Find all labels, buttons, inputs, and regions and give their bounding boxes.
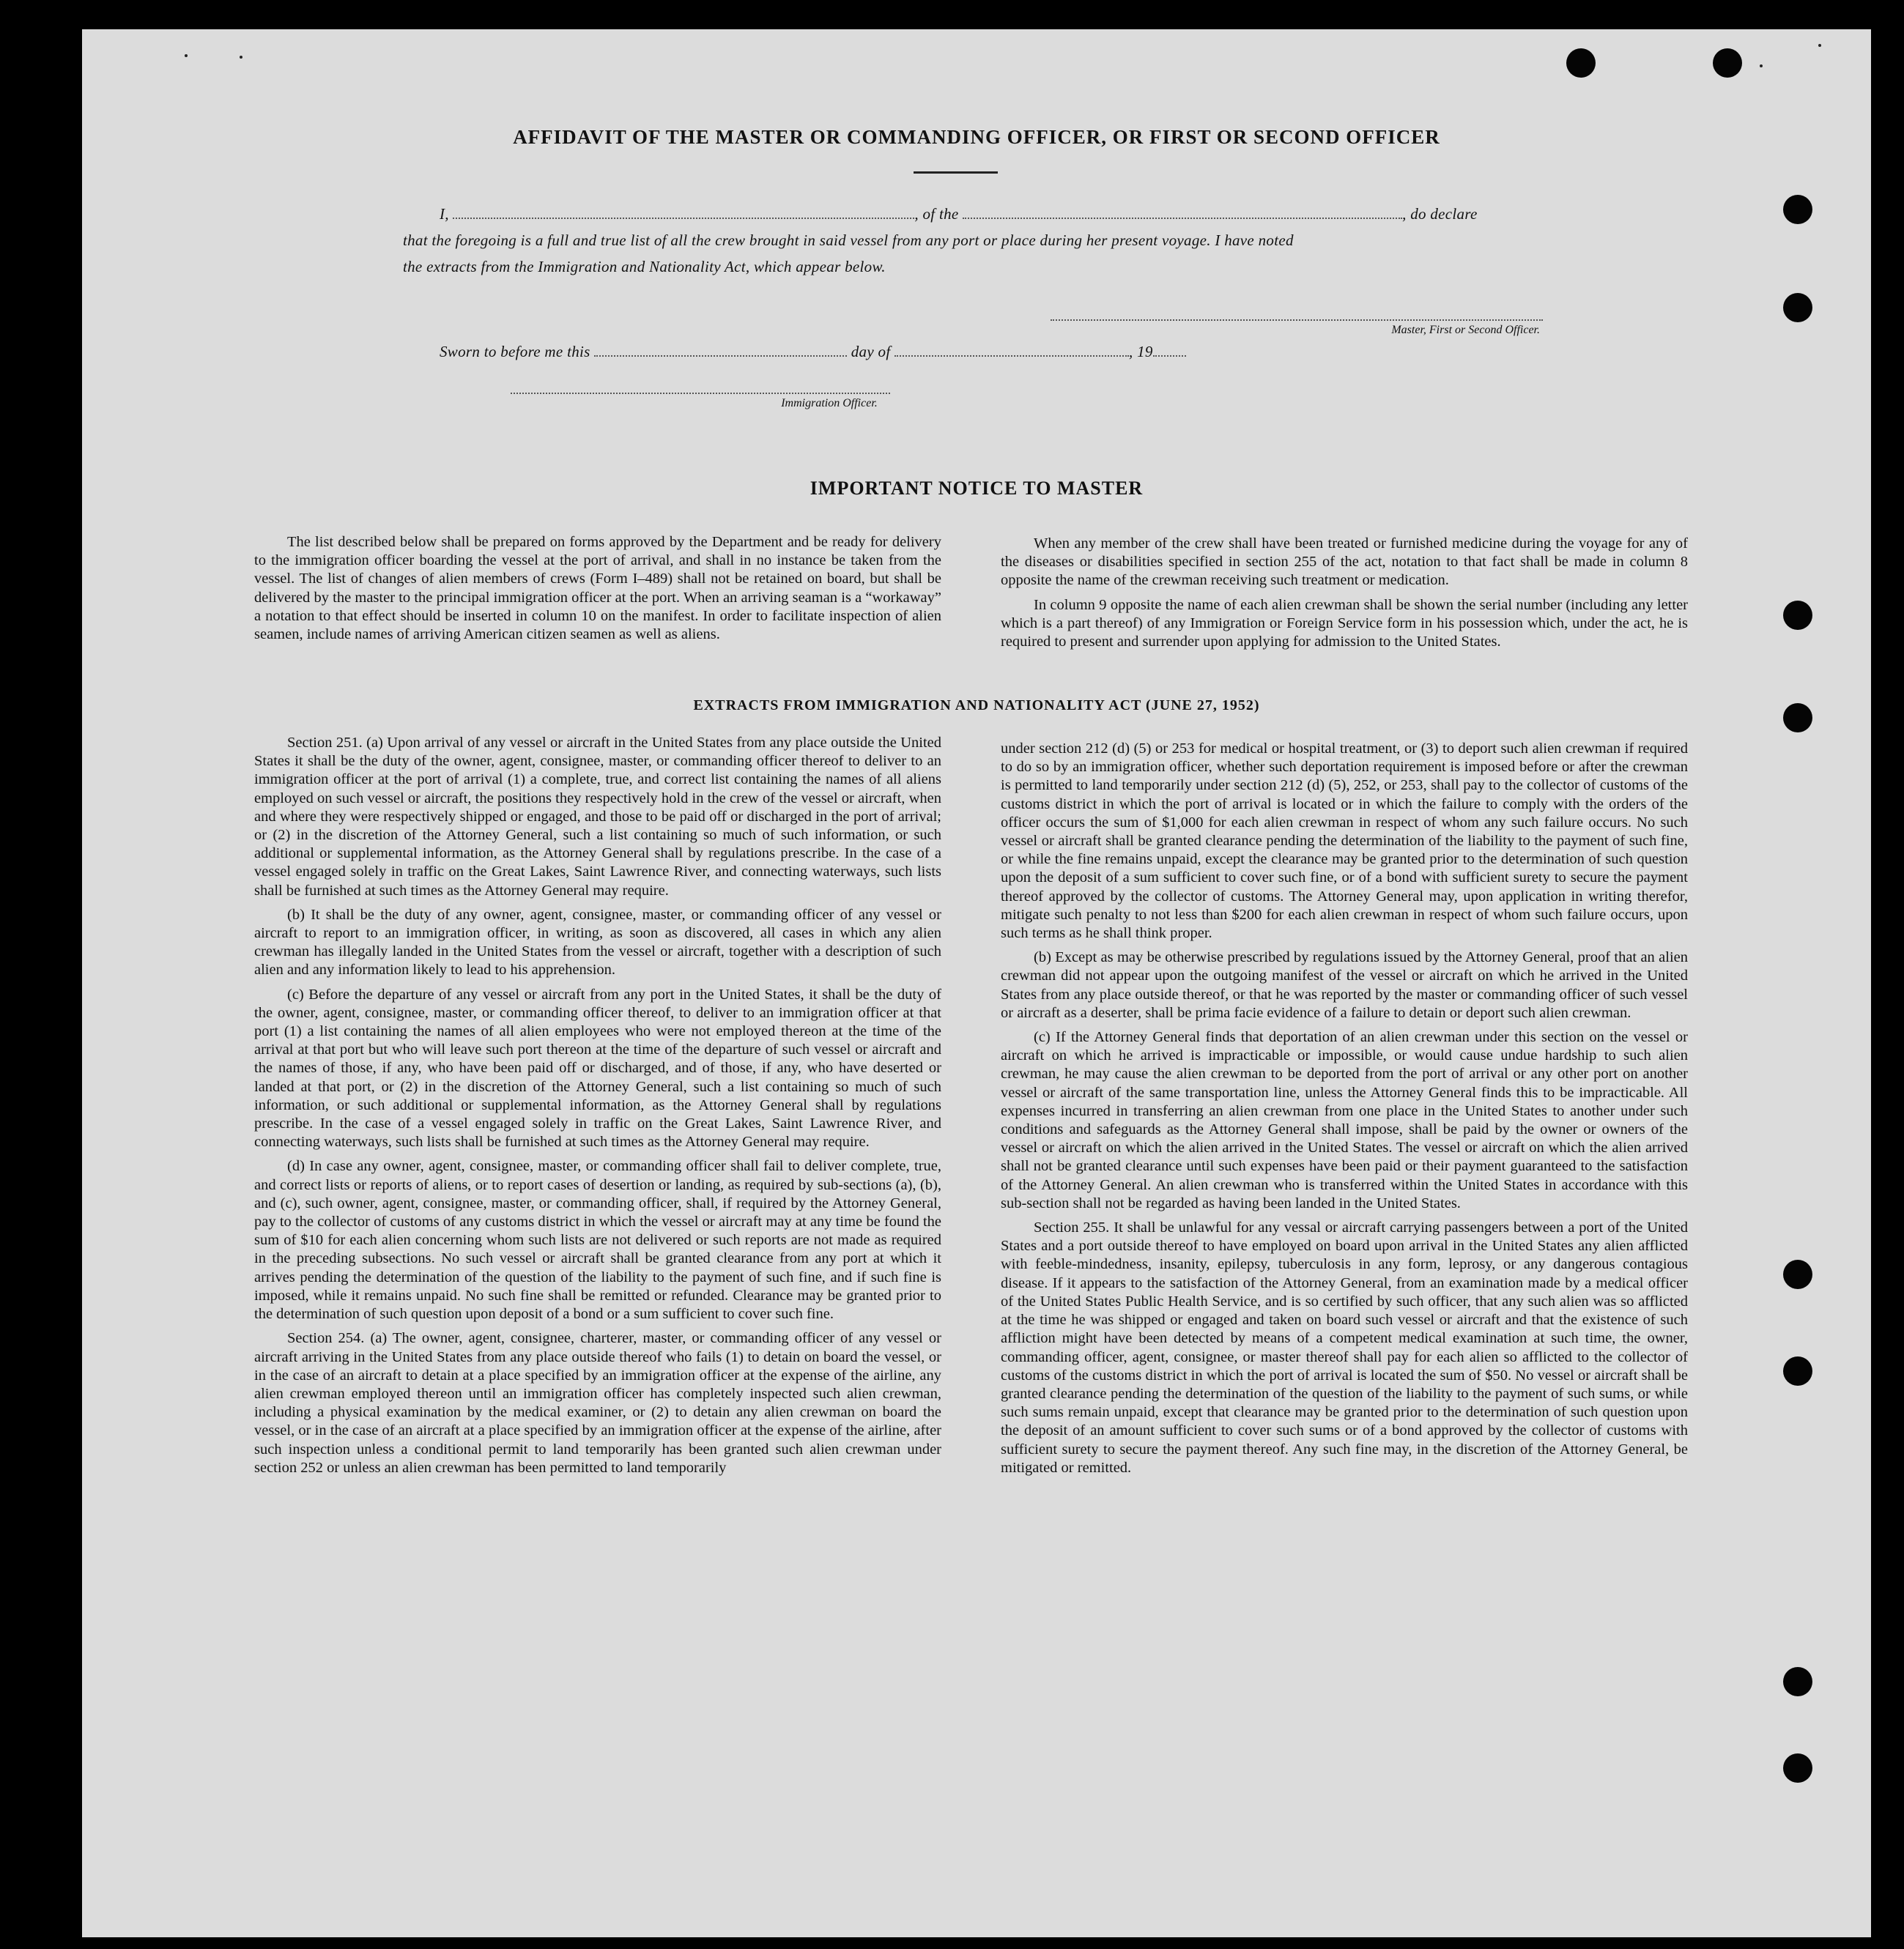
punch-hole <box>1783 1356 1812 1386</box>
extracts-right-column <box>1001 740 1688 1483</box>
notice-paragraph: In column 9 opposite the name of each alien crewman shall be shown the serial number (including any letter which is a part thereof) of any Immigration or Foreign Service form in his possession which, under the act, he is required to present and surrender upon applying for admission to the United States. <box>1001 596 1688 650</box>
sworn-year: , 19 <box>1129 343 1153 360</box>
act-paragraph: (c) Before the departure of any vessel or aircraft from any port in the United States, it shall be the duty of the owner, agent, consignee, master, or commanding officer thereof, to deliver to an immigration officer at that port (1) a list containing the names of all alien employees who were not employed thereon at the time of the arrival at that port but who will leave such port thereon at the time of the departure of such vessel or aircraft and the names of those, if any, who have been paid off or discharged, and of those, if any, who have deserted or landed at that port, or (2) in the discretion of the Attorney General, such a list containing so much of such information, or such additional or supplemental information, as the Attorney General shall by regulations prescribe. In the case of a vessel engaged solely in traffic on the Great Lakes, Saint Lawrence River, and connecting waterways, such lists shall be furnished at such times as the Attorney General may require. <box>254 986 941 1151</box>
notice-left-column <box>254 533 941 650</box>
punch-hole <box>1783 601 1812 630</box>
punch-hole <box>1713 48 1742 78</box>
notice-title: IMPORTANT NOTICE TO MASTER <box>810 478 1144 499</box>
sworn-line <box>440 343 1186 361</box>
punch-hole <box>1783 195 1812 224</box>
act-paragraph: under section 212 (d) (5) or 253 for medical or hospital treatment, or (3) to deport such alien crewman if required to do so by an immigration officer, whether such deportation requirement is imposed before or after the crewman is permitted to land temporarily under section 212 (d) (5), 252, or 253, shall pay to the collector of customs of the customs district in which the port of arrival is located or in which the failure to comply with the orders of the officer occurs the sum of $1,000 for each alien crewman in respect of whom any such failure occurs. No such vessel or aircraft shall be granted clearance pending the determination of the liability to the payment of such fine, or while the fine remains unpaid, except the clearance may be granted prior to the determination of such question upon the deposit of a sum sufficient to cover such fine, or of a bond with sufficient surety to secure the payment thereof approved by the collector of customs. The Attorney General may, upon application in writing therefor, mitigate such penalty to not less than $200 for each alien crewman in respect of whom such failure occurs, upon such terms as he shall think proper. <box>1001 740 1688 942</box>
speck <box>185 54 188 57</box>
act-paragraph: Section 254. (a) The owner, agent, consignee, charterer, master, or commanding officer of any vessel or aircraft arriving in the United States from any place outside thereof who fails (1) to detain on board the vessel, or in the case of an aircraft to detain at a place specified by an immigration officer at the expense of the airline, any alien crewman employed thereon until an immigration officer has completely inspected such alien crewman, including a physical examination by the medical examiner, or (2) to detain any alien crewman on board the vessel, or in the case of an aircraft at a place specified by an immigration officer at the expense of the airline, after such inspection unless a conditional permit to land temporarily has been granted such alien crewman under section 252 or unless an alien crewman has been permitted to land temporarily <box>254 1330 941 1476</box>
punch-hole <box>1783 293 1812 322</box>
statement-line-1: that the foregoing is a full and true list of all the crew brought in said vessel from any port or place during her present voyage. I have noted <box>403 231 1294 249</box>
punch-hole <box>1783 1753 1812 1783</box>
statement-line-2: the extracts from the Immigration and Nationality Act, which appear below. <box>403 258 886 275</box>
title-divider <box>914 171 998 174</box>
affidavit-title: AFFIDAVIT OF THE MASTER OR COMMANDING OFFICER, OR FIRST OR SECOND OFFICER <box>513 126 1440 148</box>
declare-i: I, <box>440 205 449 223</box>
sworn-month-blank <box>894 345 1129 357</box>
sworn-prefix: Sworn to before me this <box>440 343 590 360</box>
act-paragraph: (b) It shall be the duty of any owner, agent, consignee, master, or commanding officer of any vessel or aircraft to report to an immigration officer, in writing, as soon as discovered, all cases in which any alien crewman has illegally landed in the United States from the vessel or aircraft, together with a description of such alien and any information likely to lead to his apprehension. <box>254 906 941 979</box>
act-paragraph: (b) Except as may be otherwise prescribed by regulations issued by the Attorney General, proof that an alien crewman did not appear upon the outgoing manifest of the vessel or aircraft on which he arrived in the United States from any place outside thereof, or that he was reported by the master or commanding officer of such vessel or aircraft as a deserter, shall be prima facie evidence of a failure to detain or deport such alien crewman. <box>1001 949 1688 1021</box>
declare-end: , do declare <box>1402 205 1478 223</box>
name-blank <box>453 207 914 219</box>
notice-right-column <box>1001 535 1688 657</box>
declaration-line <box>440 205 1478 223</box>
extracts-left-column <box>254 734 941 1483</box>
officer-signature-line <box>511 393 890 394</box>
master-signature-caption: Master, First or Second Officer. <box>1391 324 1540 336</box>
speck <box>240 56 242 59</box>
document-page <box>82 29 1871 1937</box>
act-paragraph: (c) If the Attorney General finds that deportation of an alien crewman under this section on the vessel or aircraft on which he arrived is impracticable or impossible, or would cause undue hardship to such alien crewman, he may cause the alien crewman to be deported from the port of arrival or any other port on another vessel or aircraft of the same transportation line, unless the Attorney General finds this to be impracticable. All expenses incurred in transferring an alien crewman from one place in the United States to another under such conditions and safeguards as the Attorney General shall impose, shall be paid by the owner or owners of the vessel or aircraft on which the alien arrived in the United States. The vessel or aircraft on which the alien arrived shall not be granted clearance until such expenses have been paid or their payment guaranteed to the satisfaction of the Attorney General. An alien crewman who is transferred within the United States in accordance with this sub-section shall not be regarded as having been landed in the United States. <box>1001 1029 1688 1211</box>
declare-of-the: , of the <box>914 205 959 223</box>
speck <box>1818 44 1821 47</box>
punch-hole <box>1783 1260 1812 1289</box>
master-signature-line <box>1051 319 1543 321</box>
punch-hole <box>1566 48 1596 78</box>
extracts-title: EXTRACTS FROM IMMIGRATION AND NATIONALITY ACT (JUNE 27, 1952) <box>693 697 1260 713</box>
sworn-day-blank <box>594 345 847 357</box>
notice-paragraph: The list described below shall be prepared on forms approved by the Department and be ready for delivery to the immigration officer boarding the vessel at the port of arrival, and shall in no instance be taken from the vessel. The list of changes of alien members of crews (Form I–489) shall not be retained on board, but shall be delivered by the master to the principal immigration officer at the port. When an arriving seaman is a “workaway” a notation to that effect should be inserted in column 10 on the manifest. In order to facilitate inspection of alien seamen, include names of arriving American citizen seamen as well as aliens. <box>254 534 941 643</box>
act-paragraph: (d) In case any owner, agent, consignee, master, or commanding officer shall fail to deliver complete, true, and correct lists or reports of aliens, or to report cases of desertion or landing, as required by sub-sections (a), (b), and (c), such owner, agent, consignee, master, or commanding officer, shall, if required by the Attorney General, pay to the collector of customs of any customs district in which the vessel or aircraft may at any time be found the sum of $10 for each alien concerning whom such lists are not delivered or such reports are not made as required in the preceding subsections. No such vessel or aircraft shall be granted clearance from any port at which it arrives pending the determination of the question of the liability to the payment of such fine, and if such fine is imposed, while it remains unpaid. No such fine shall be remitted or refunded. Clearance may be granted prior to the determination of such question upon deposit of a bond or a sum sufficient to cover such fine. <box>254 1158 941 1323</box>
vessel-blank <box>963 207 1402 219</box>
punch-hole <box>1783 1667 1812 1696</box>
notice-paragraph: When any member of the crew shall have been treated or furnished medicine during the voyage for any of the diseases or disabilities specified in section 255 of the act, notation to that fact shall be made in column 8 opposite the name of the crewman receiving such treatment or medication. <box>1001 535 1688 589</box>
officer-signature-caption: Immigration Officer. <box>781 397 878 409</box>
sworn-year-blank <box>1153 345 1186 357</box>
speck <box>1760 64 1763 67</box>
act-paragraph: Section 251. (a) Upon arrival of any vessel or aircraft in the United States from any place outside the United States it shall be the duty of the owner, agent, consignee, master, or commanding officer thereof to deliver to an immigration officer at the port of arrival (1) a complete, true, and correct list containing the names of all aliens employed on such vessel or aircraft, the positions they respectively hold in the crew of the vessel or aircraft, when and where they were respectively shipped or engaged, and those to be paid off or discharged in the port of arrival; or (2) in the discretion of the Attorney General, such a list containing so much of such information, or such additional or supplemental information, as the Attorney General shall by regulations prescribe. In the case of a vessel engaged solely in traffic on the Great Lakes, Saint Lawrence River, and connecting waterways, such lists shall be furnished at such times as the Attorney General may require. <box>254 735 941 899</box>
sworn-day: day of <box>851 343 891 360</box>
act-paragraph: Section 255. It shall be unlawful for any vessal or aircraft carrying passengers between a port of the United States and a port outside thereof to have employed on board upon arrival in the United States any alien afflicted with feeble-mindedness, insanity, epilepsy, tuberculosis in any form, leprosy, or any dangerous contagious disease. If it appears to the satisfaction of the Attorney General, from an examination made by a medical officer of the United States Public Health Service, and is so certified by such officer, that any such alien was so afflicted at the time he was shipped or engaged and taken on board such vessel or aircraft and that the existence of such affliction might have been detected by means of a competent medical examination at such time, the owner, commanding officer, agent, consignee, or master thereof shall pay for each alien so afflicted to the collector of customs of the customs district in which the port of arrival is located the sum of $50. No vessel or aircraft shall be granted clearance pending the determination of the question of the liability to the payment of such sums, or while such sums remain unpaid, except that clearance may be granted prior to the determination of such question upon the deposit of an amount sufficient to cover such sums or of a bond approved by the collector of customs with sufficient surety to secure the payment thereof. Any such fine may, in the discretion of the Attorney General, be mitigated or remitted. <box>1001 1219 1688 1476</box>
